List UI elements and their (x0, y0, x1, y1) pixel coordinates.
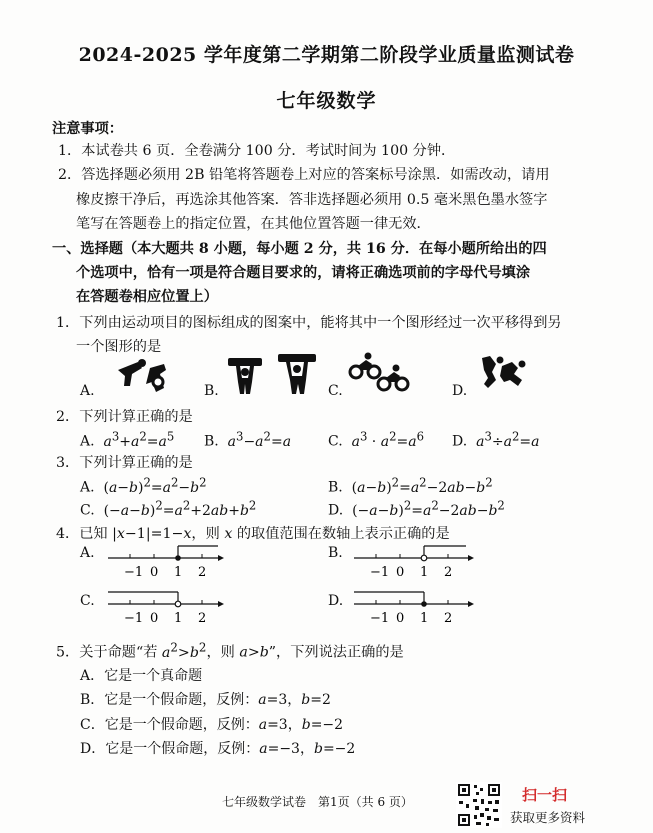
q5-option-d-aval: =−3， (267, 741, 314, 757)
q4-option-a-numberline (104, 540, 224, 582)
q4-a-tick-1: 1 (174, 565, 183, 580)
q3-option-c-expr: $(-a-b)^2=a^2+2ab+b^2$ (99, 498, 257, 519)
notice-heading: 注意事项： (52, 121, 123, 137)
q1-option-d-label: D. (452, 383, 468, 399)
q2-option-a-label: A. (80, 433, 95, 450)
qr-code-icon[interactable] (456, 782, 502, 828)
q4-stem-expr: |x−1|=1−x (107, 526, 192, 542)
q1-option-c-figure (346, 352, 412, 394)
q3-option-a-expr: $(a-b)^2=a^2-b^2$ (99, 475, 207, 496)
notice-item-1: 1．本试卷共 6 页．全卷满分 100 分．考试时间为 100 分钟． (58, 143, 456, 159)
q5-option-d-label: D． (80, 741, 106, 757)
q1-option-b-label: B. (204, 383, 219, 399)
q3-option-a-label: A. (80, 479, 95, 496)
scan-label: 扫一扫 (522, 786, 568, 804)
q1-option-b-figure (226, 352, 318, 396)
q4-d-tick-0: 0 (396, 611, 405, 626)
q3-option-b (328, 475, 493, 496)
q2-option-d-expr: $a^3\div a^2=a$ (476, 429, 540, 450)
exam-title: 2024-2025 学年度第二学期第二阶段学业质量监测试卷 (78, 44, 575, 66)
q4-a-tick-0: 0 (150, 565, 159, 580)
q4-option-c-label: C. (80, 593, 95, 609)
q5-option-b-text: 它是一个假命题，反例： (104, 692, 259, 708)
q4-a-tick-neg1: −1 (124, 565, 144, 580)
notice-item-2-line-1: 2．答选择题必须用 2B 铅笔将答题卷上对应的答案标号涂黑．如需改动，请用 (58, 167, 550, 183)
q2-option-c (328, 429, 424, 450)
q5-stem (56, 640, 404, 662)
q2-option-d-label: D. (452, 433, 468, 450)
q4-option-b-label: B. (328, 545, 343, 561)
q5-option-a: A．它是一个真命题 (80, 668, 203, 684)
q3-option-c (80, 498, 256, 519)
q5-option-c-aval: =3， (267, 717, 302, 733)
q5-option-c-b: b (301, 717, 311, 733)
q2-option-c-expr: $a^3 \cdot a^2=a^6$ (351, 429, 425, 450)
q3-option-c-label: C. (80, 502, 95, 519)
q5-option-b-b: b (301, 692, 311, 708)
q5-option-d-text: 它是一个假命题，反例： (105, 741, 260, 757)
q2-option-b-label: B. (204, 433, 219, 450)
q4-b-tick-0: 0 (396, 565, 405, 580)
q5-option-b-aval: =3， (266, 692, 302, 708)
more-resources-label: 获取更多资料 (510, 810, 586, 825)
exam-subtitle: 七年级数学 (276, 90, 377, 112)
q5-option-b (80, 689, 331, 709)
q5-stem-cond: $a^2>b^2$ (161, 640, 207, 661)
page-footer: 七年级数学试卷 第1页（共 6 页） (222, 795, 413, 809)
q4-c-tick-1: 1 (174, 611, 183, 626)
q4-c-tick-2: 2 (198, 611, 207, 626)
q4-d-tick-2: 2 (444, 611, 453, 626)
notice-item-2-line-3: 笔写在答题卷上的指定位置，在其他位置答题一律无效． (76, 216, 431, 232)
q4-stem-suffix: ，则 (191, 526, 220, 542)
q4-b-tick-1: 1 (420, 565, 429, 580)
section1-line-2: 个选项中，恰有一项是符合题目要求的，请将正确选项前的字母代号填涂 (76, 265, 531, 281)
q5-option-b-bval: =2 (310, 692, 331, 708)
q5-stem-concl: a>b (239, 644, 269, 661)
q4-option-c-numberline (104, 586, 224, 628)
q4-option-d-numberline (350, 586, 474, 628)
q4-d-tick-neg1: −1 (370, 611, 390, 626)
q4-option-d-label: D. (328, 593, 344, 609)
q5-option-d (80, 738, 355, 758)
q1-stem-line-1: 1．下列由运动项目的图标组成的图案中，能将其中一个图形经过一次平移得到另 (56, 315, 562, 331)
q2-option-a-expr: $a^3+a^2=a^5$ (103, 429, 175, 450)
q1-stem-line-2: 一个图形的是 (76, 339, 162, 355)
q5-option-b-a: a (258, 692, 267, 708)
section1-line-1: 一、选择题（本大题共 8 小题，每小题 2 分，共 16 分．在每小题所给出的四 (52, 241, 547, 257)
q1-option-a-figure (112, 356, 174, 396)
q4-b-tick-neg1: −1 (370, 565, 390, 580)
q1-option-c-label: C. (328, 383, 343, 399)
q3-option-b-label: B. (328, 479, 343, 496)
q5-option-b-label: B． (80, 692, 105, 708)
q4-d-tick-1: 1 (420, 611, 429, 626)
q5-option-d-bval: =−2 (322, 741, 356, 757)
q5-option-d-b: b (313, 741, 323, 757)
notice-item-2-line-2: 橡皮擦干净后，再选涂其他答案．答非选择题必须用 0.5 毫米黑色墨水签字 (76, 192, 548, 208)
q5-option-d-a: a (259, 741, 268, 757)
q2-stem: 2．下列计算正确的是 (56, 409, 193, 425)
q4-stem-prefix: 4．已知 (56, 526, 108, 542)
q5-option-c-bval: =−2 (310, 717, 344, 733)
q3-stem: 3．下列计算正确的是 (56, 455, 193, 471)
q1-option-a-label: A. (80, 383, 95, 399)
q5-option-c-a: a (258, 717, 268, 733)
section1-line-3: 在答题卷相应位置上） (76, 289, 218, 305)
q4-stem-end: 的取值范围在数轴上表示正确的是 (236, 526, 450, 542)
q5-stem-end: ”，下列说法正确的是 (268, 644, 404, 661)
q5-option-c-text: 它是一个假命题，反例： (104, 717, 259, 733)
q4-b-tick-2: 2 (444, 565, 453, 580)
q4-c-tick-0: 0 (150, 611, 159, 626)
q2-option-b (204, 429, 291, 450)
q5-option-c-label: C． (80, 717, 105, 733)
q5-stem-prefix: 5．关于命题“若 (56, 644, 158, 661)
q5-stem-mid: ，则 (206, 644, 235, 661)
q3-option-b-expr: $(a-b)^2=a^2-2ab-b^2$ (347, 475, 493, 496)
q4-option-b-numberline (350, 540, 474, 582)
q5-option-c (80, 714, 343, 734)
q2-option-d (452, 429, 539, 450)
q4-c-tick-neg1: −1 (124, 611, 144, 626)
q3-option-d-expr: $(-a-b)^2=a^2-2ab-b^2$ (347, 498, 505, 519)
q2-option-b-expr: $a^3-a^2=a$ (227, 429, 292, 450)
q4-option-a-label: A. (80, 545, 95, 561)
q3-option-a (80, 475, 207, 496)
q2-option-a (80, 429, 174, 450)
q1-option-d-figure (478, 352, 530, 394)
q3-option-d (328, 498, 505, 519)
q4-a-tick-2: 2 (198, 565, 207, 580)
q2-option-c-label: C. (328, 433, 343, 450)
q4-stem-var: x (224, 526, 233, 542)
q3-option-d-label: D. (328, 502, 344, 519)
